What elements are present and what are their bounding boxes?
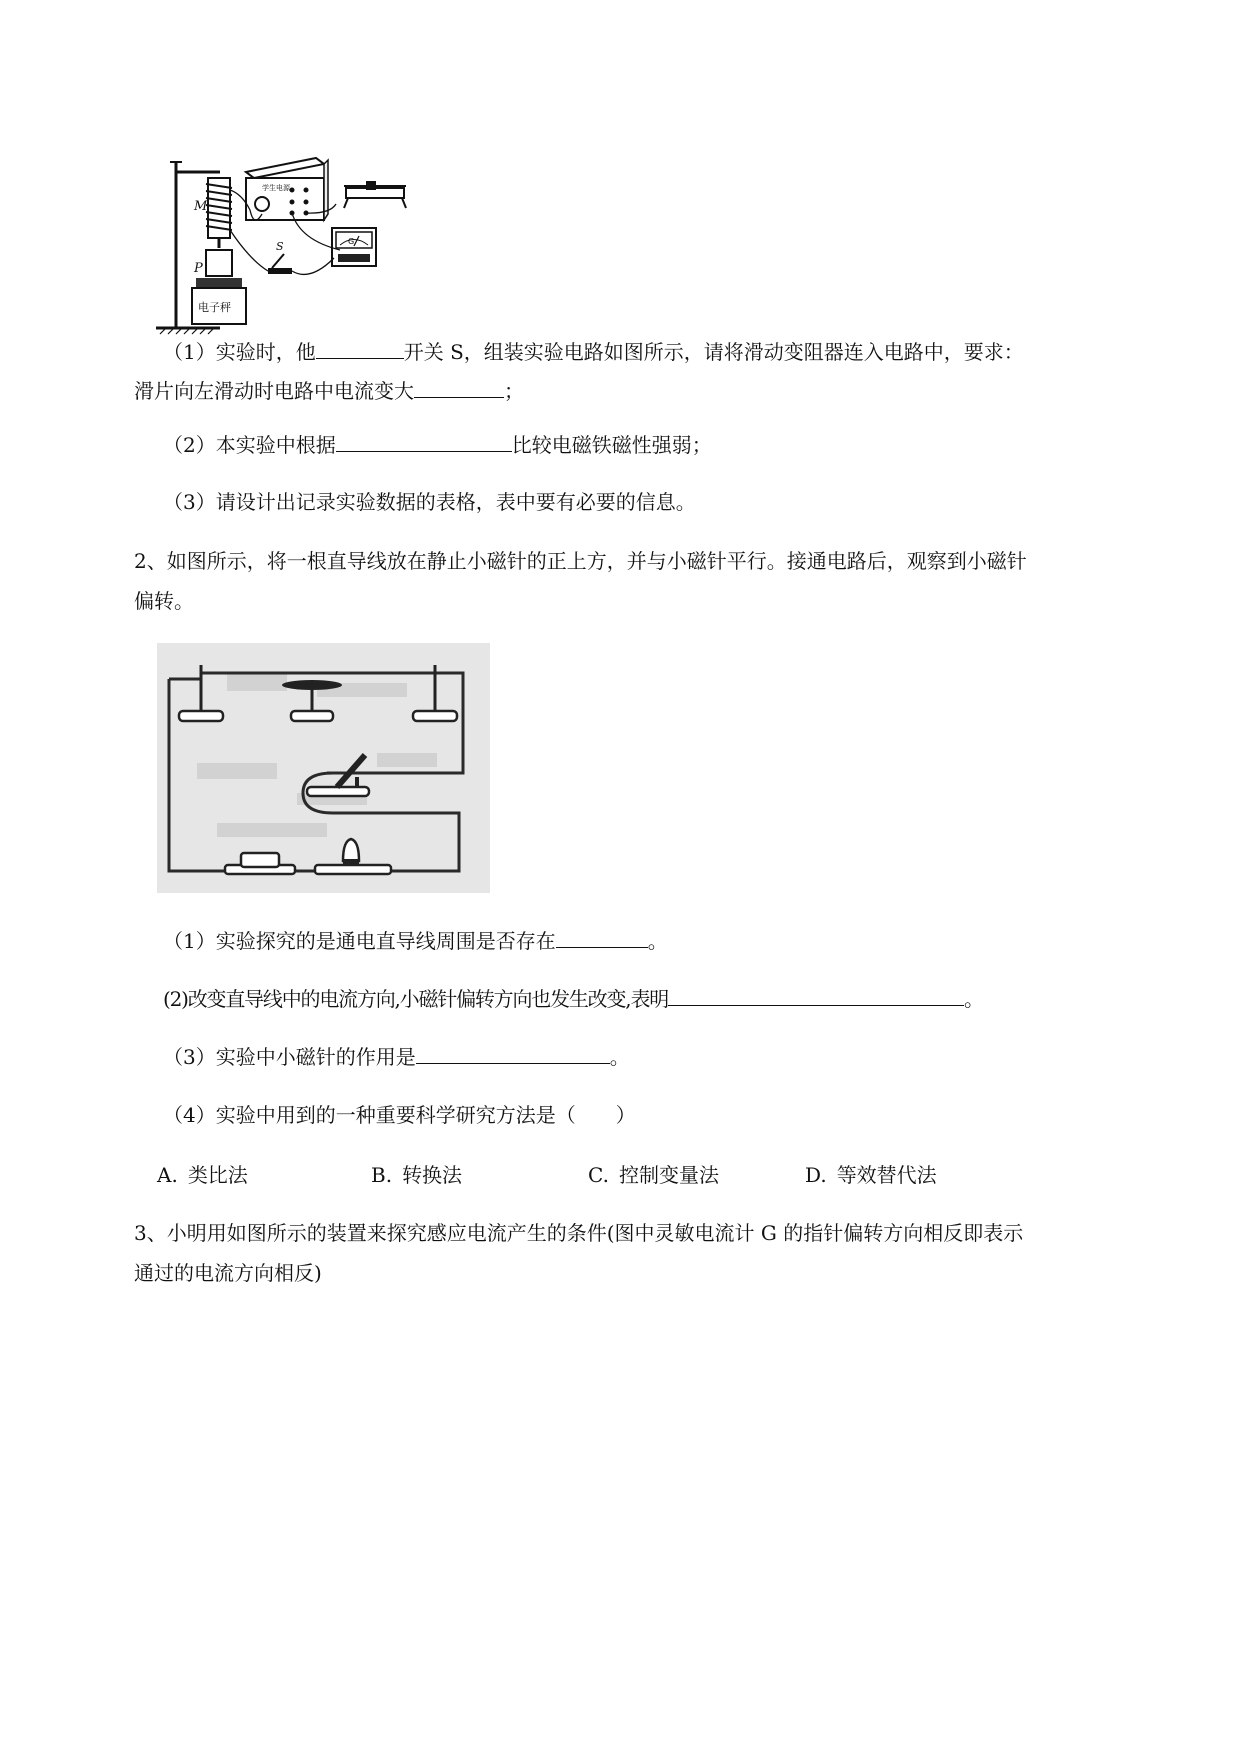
option-b-text: 转换法 <box>402 1163 463 1187</box>
label-p: P <box>194 261 203 276</box>
q1-sub1-blank-2[interactable] <box>414 375 504 398</box>
option-c-text: 控制变量法 <box>618 1163 719 1187</box>
q2-sub2-text-a: (2)改变直导线中的电流方向,小磁针偏转方向也发生改变,表明 <box>163 987 669 1011</box>
q1-sub1-text-a: （1）实验时，他 <box>163 340 316 364</box>
q1-sub1-line2 <box>134 374 524 408</box>
q2-sub1-text-a: （1）实验探究的是通电直导线周围是否存在 <box>163 929 556 953</box>
q2-option-a[interactable] <box>157 1158 248 1192</box>
q1-sub1-text-c: 滑片向左滑动时电路中电流变大 <box>134 379 414 403</box>
q2-sub2-text-b: 。 <box>964 987 983 1011</box>
q1-sub2-text-a: （2）本实验中根据 <box>163 433 336 457</box>
q1-sub1-blank-1[interactable] <box>316 336 404 359</box>
q2-sub4-text: （4）实验中用到的一种重要科学研究方法是（ ） <box>163 1103 636 1127</box>
q2-stem-text-1: 2、如图所示，将一根直导线放在静止小磁针的正上方，并与小磁针平行。接通电路后，观察到小磁针 <box>134 549 1027 573</box>
q2-stem-line1 <box>134 544 1027 578</box>
option-a-key: A. <box>157 1163 178 1187</box>
q2-sub3-blank[interactable] <box>416 1041 610 1064</box>
option-a-text: 类比法 <box>187 1163 248 1187</box>
q3-stem-line1 <box>134 1216 1023 1250</box>
label-s: S <box>276 240 284 253</box>
q3-stem-text-2: 通过的电流方向相反) <box>134 1261 322 1285</box>
option-d-text: 等效替代法 <box>836 1163 937 1187</box>
label-m: M <box>194 199 208 214</box>
q2-sub1-text-b: 。 <box>647 929 668 953</box>
q2-sub3-text-a: （3）实验中小磁针的作用是 <box>163 1045 416 1069</box>
q1-sub1-line1 <box>163 335 1024 369</box>
q2-sub3 <box>163 1040 630 1074</box>
q2-stem-text-2: 偏转。 <box>134 589 194 613</box>
q2-sub3-text-b: 。 <box>609 1045 630 1069</box>
q1-sub3-text: （3）请设计出记录实验数据的表格，表中要有必要的信息。 <box>163 490 696 514</box>
q3-stem-text-1: 3、小明用如图所示的装置来探究感应电流产生的条件(图中灵敏电流计 G 的指针偏转方向相反即表示 <box>134 1221 1024 1245</box>
q2-sub1 <box>163 924 668 958</box>
q1-sub2 <box>163 428 712 462</box>
q1-sub1-text-b: 开关 S，组装实验电路如图所示，请将滑动变阻器连入电路中，要求： <box>403 340 1024 364</box>
q2-sub2 <box>163 982 983 1016</box>
q1-sub2-text-b: 比较电磁铁磁性强弱； <box>511 433 712 457</box>
option-b-key: B. <box>371 1163 393 1187</box>
q2-sub1-blank[interactable] <box>556 925 648 948</box>
q1-sub3 <box>163 485 696 519</box>
q1-sub2-blank[interactable] <box>336 429 512 452</box>
q2-option-b[interactable] <box>371 1158 462 1192</box>
figure-electromagnet-experiment <box>150 150 470 335</box>
q2-option-d[interactable] <box>805 1158 937 1192</box>
q2-sub2-blank[interactable] <box>668 983 964 1006</box>
figure-straight-wire-circuit <box>157 643 490 893</box>
q2-sub4 <box>163 1098 636 1132</box>
option-c-key: C. <box>588 1163 609 1187</box>
scale-label: 电子秤 <box>198 301 231 314</box>
q2-stem-line2 <box>134 584 194 618</box>
q1-sub1-text-d: ； <box>504 379 524 403</box>
label-g: G <box>348 237 355 246</box>
option-d-key: D. <box>805 1163 827 1187</box>
q3-stem-line2 <box>134 1256 322 1290</box>
supply-label: 学生电源 <box>262 184 290 192</box>
q2-option-c[interactable] <box>588 1158 719 1192</box>
